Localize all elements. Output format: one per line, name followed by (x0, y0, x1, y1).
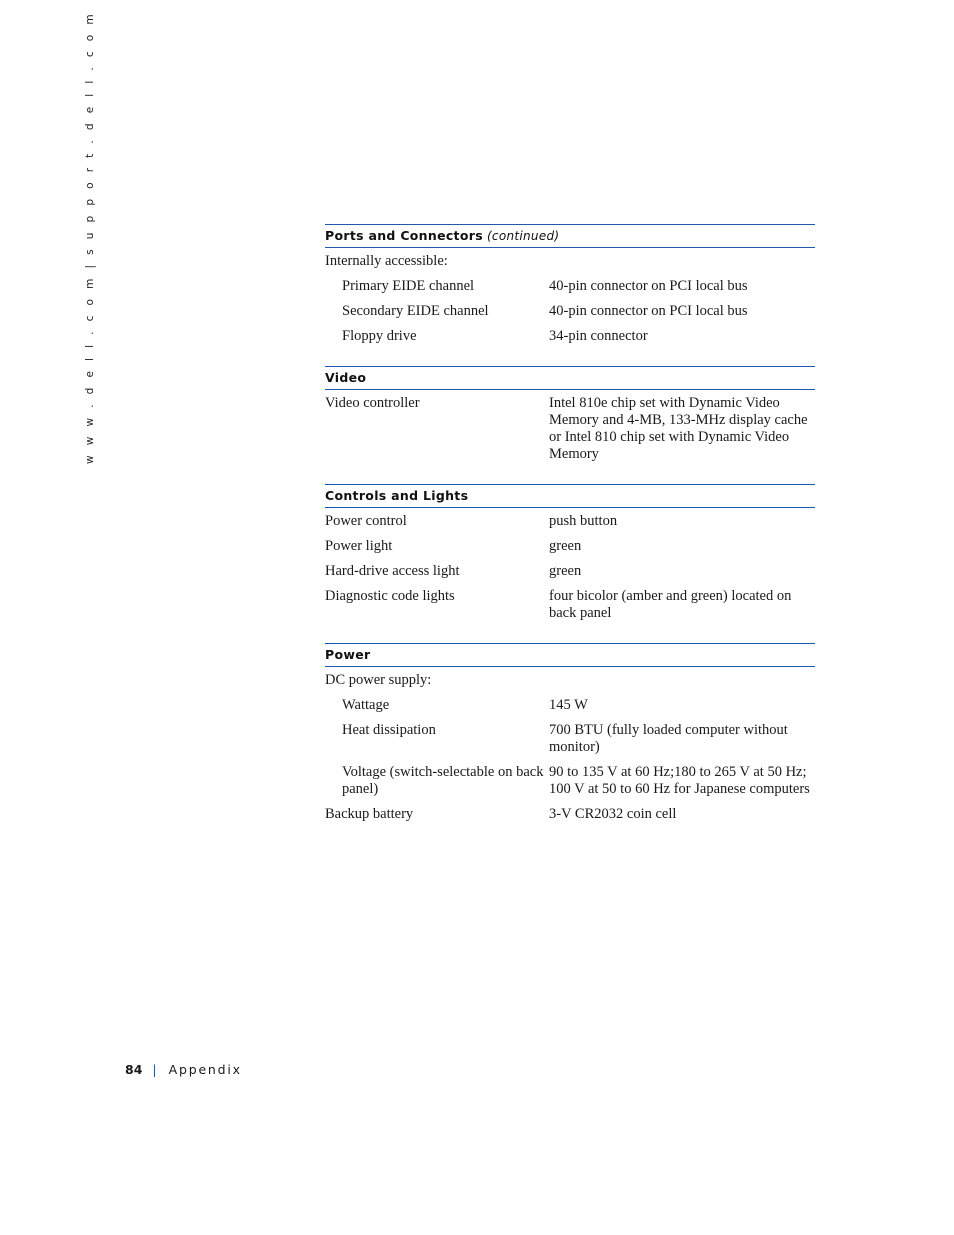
spec-value: green (549, 563, 582, 579)
spec-value: push button (549, 513, 618, 529)
spec-key: Voltage (switch-selectable on back panel) (342, 764, 544, 797)
spec-key: DC power supply: (325, 672, 432, 688)
spec-value: 700 BTU (fully loaded computer without monitor) (549, 722, 788, 755)
footer-separator: | (152, 1062, 157, 1077)
spec-key: Diagnostic code lights (325, 588, 455, 604)
section-heading (325, 484, 815, 508)
spec-value: 90 to 135 V at 60 Hz;180 to 265 V at 50 Hz; 100 V at 50 to 60 Hz for Japanese computers (549, 764, 810, 797)
spec-row (325, 509, 815, 534)
spec-row (325, 693, 815, 718)
chapter-label: Appendix (168, 1062, 242, 1077)
spec-key: Hard-drive access light (325, 563, 460, 579)
section-heading (325, 366, 815, 390)
section-heading (325, 643, 815, 667)
section-controls-and-lights (325, 484, 815, 643)
section-title: Video (325, 370, 367, 385)
spec-row (325, 274, 815, 299)
spec-row (325, 249, 815, 274)
spec-key: Floppy drive (342, 328, 417, 344)
spec-table (325, 224, 815, 844)
spec-key: Secondary EIDE channel (342, 303, 489, 319)
page-number: 84 (125, 1062, 143, 1077)
spec-key: Video controller (325, 395, 420, 411)
spec-value: 40-pin connector on PCI local bus (549, 278, 748, 294)
spec-key: Wattage (342, 697, 390, 713)
spec-row (325, 802, 815, 827)
spec-row (325, 584, 815, 626)
spec-key: Heat dissipation (342, 722, 436, 738)
spec-value: 40-pin connector on PCI local bus (549, 303, 748, 319)
spec-value: green (549, 538, 582, 554)
spec-row (325, 718, 815, 760)
spec-key: Power light (325, 538, 393, 554)
spec-value: 34-pin connector (549, 328, 648, 344)
page-footer (125, 1062, 242, 1077)
section-title: Power (325, 647, 371, 662)
spec-key: Power control (325, 513, 407, 529)
spec-value: four bicolor (amber and green) located on back panel (549, 588, 792, 621)
section-ports-and-connectors (325, 224, 815, 366)
spec-value: 3-V CR2032 coin cell (549, 806, 677, 822)
spec-row (325, 534, 815, 559)
spec-value (549, 253, 815, 270)
section-heading (325, 224, 815, 248)
section-video (325, 366, 815, 484)
spec-key: Primary EIDE channel (342, 278, 475, 294)
spec-row (325, 760, 815, 802)
spec-row (325, 559, 815, 584)
section-title: Controls and Lights (325, 488, 469, 503)
spec-key: Internally accessible: (325, 253, 448, 269)
spec-value: Intel 810e chip set with Dynamic Video Memory and 4-MB, 133-MHz display cache or Intel 810 chip set with Dynamic Video Memory (549, 395, 808, 462)
spec-row (325, 391, 815, 467)
section-power (325, 643, 815, 844)
spec-value (549, 672, 815, 689)
side-url-text: w w w . d e l l . c o m | s u p p o r t . d e l l . c o m (84, 11, 96, 464)
section-subtitle: (continued) (486, 229, 560, 243)
section-title: Ports and Connectors (325, 228, 483, 243)
spec-value: 145 W (549, 697, 588, 713)
spec-row (325, 299, 815, 324)
spec-key: Backup battery (325, 806, 414, 822)
spec-row (325, 668, 815, 693)
spec-row (325, 324, 815, 349)
